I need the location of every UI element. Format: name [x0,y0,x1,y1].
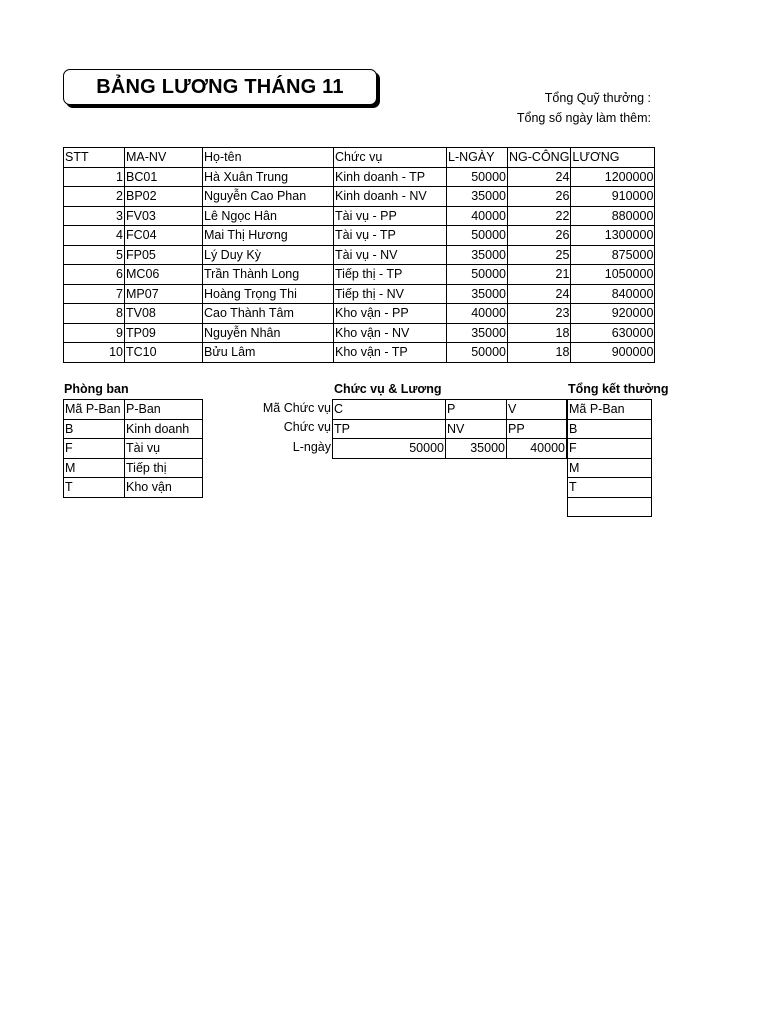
table-cell[interactable]: TC10 [125,343,203,363]
table-row [64,187,655,207]
table-row [64,458,203,478]
daily-wage-label: L-ngày [292,440,331,454]
table-cell[interactable]: Kho vận - PP [334,304,447,324]
table-cell[interactable]: 50000 [333,439,446,459]
payroll-header-cell[interactable]: Chức vụ [334,148,447,168]
table-cell[interactable]: 10 [64,343,125,363]
table-cell[interactable]: 920000 [571,304,655,324]
table-row [64,323,655,343]
table-cell[interactable]: Tài vụ - PP [334,206,447,226]
table-row [64,439,203,459]
table-cell[interactable]: Cao Thành Tâm [203,304,334,324]
table-cell[interactable]: Hà Xuân Trung [203,167,334,187]
table-cell[interactable]: 840000 [571,284,655,304]
position-name-label: Chức vụ [283,420,331,434]
table-cell[interactable]: 900000 [571,343,655,363]
payroll-header-cell[interactable]: NG-CÔNG [508,148,571,168]
table-cell[interactable]: Kho vận - NV [334,323,447,343]
table-cell[interactable]: Kinh doanh - TP [334,167,447,187]
table-cell[interactable] [568,497,652,517]
table-cell[interactable]: 26 [508,187,571,207]
table-cell[interactable]: 35000 [447,284,508,304]
table-cell[interactable]: FC04 [125,226,203,246]
table-cell[interactable]: TP09 [125,323,203,343]
sheet-title: BẢNG LƯƠNG THÁNG 11 [63,69,377,105]
table-cell[interactable]: Bửu Lâm [203,343,334,363]
table-cell[interactable]: Trần Thành Long [203,265,334,285]
table-cell[interactable]: 2 [64,187,125,207]
table-cell[interactable]: TV08 [125,304,203,324]
table-cell[interactable]: 7 [64,284,125,304]
table-cell[interactable]: F [64,439,125,459]
bonus-fund-label: Tổng Quỹ thưởng : [544,91,651,105]
table-cell[interactable]: 910000 [571,187,655,207]
departments-header-cell[interactable]: Mã P-Ban [64,400,125,420]
table-row [64,167,655,187]
table-cell[interactable]: 5 [64,245,125,265]
table-cell[interactable]: Kho vận [125,478,203,498]
departments-table [63,399,203,498]
table-cell[interactable]: Hoàng Trọng Thi [203,284,334,304]
table-row [568,497,652,517]
table-row [64,478,203,498]
table-cell[interactable]: 9 [64,323,125,343]
table-cell[interactable]: 24 [508,284,571,304]
table-cell[interactable]: 1050000 [571,265,655,285]
table-cell[interactable]: 8 [64,304,125,324]
table-cell[interactable]: Kinh doanh - NV [334,187,447,207]
table-cell[interactable]: 4 [64,226,125,246]
table-cell[interactable]: Mai Thị Hương [203,226,334,246]
table-cell[interactable]: 35000 [447,245,508,265]
table-cell[interactable]: 40000 [447,206,508,226]
payroll-header-cell[interactable]: STT [64,148,125,168]
positions-table [332,399,567,459]
payroll-header-cell[interactable]: MA-NV [125,148,203,168]
table-cell[interactable]: 18 [508,323,571,343]
table-cell[interactable]: Tiếp thị [125,458,203,478]
table-cell[interactable]: 22 [508,206,571,226]
table-row [568,478,652,498]
payroll-header-cell[interactable]: L-NGÀY [447,148,508,168]
table-cell[interactable]: T [64,478,125,498]
table-cell[interactable]: P [446,400,507,420]
table-cell[interactable]: 1300000 [571,226,655,246]
table-cell[interactable]: TP [333,419,446,439]
overtime-days-label: Tổng số ngày làm thêm: [516,111,651,125]
table-cell[interactable]: Tiếp thị - NV [334,284,447,304]
table-cell[interactable]: 50000 [447,226,508,246]
table-cell[interactable]: 630000 [571,323,655,343]
table-cell[interactable]: MC06 [125,265,203,285]
table-row [64,245,655,265]
table-cell[interactable]: MP07 [125,284,203,304]
table-cell[interactable]: 6 [64,265,125,285]
table-cell[interactable]: 18 [508,343,571,363]
table-row [568,439,652,459]
daily-wage-row [333,439,567,459]
table-cell[interactable]: 35000 [447,323,508,343]
table-cell[interactable]: 50000 [447,265,508,285]
table-cell[interactable]: Lý Duy Kỳ [203,245,334,265]
table-cell[interactable]: 50000 [447,167,508,187]
table-cell[interactable]: Kho vận - TP [334,343,447,363]
payroll-header-row [64,148,655,168]
table-cell[interactable]: 1 [64,167,125,187]
payroll-header-cell[interactable]: Họ-tên [203,148,334,168]
table-cell[interactable]: Tiếp thị - TP [334,265,447,285]
bonus-summary-header-cell[interactable]: Mã P-Ban [568,400,652,420]
table-row [64,304,655,324]
table-cell[interactable]: NV [446,419,507,439]
bonus-summary-header-row [568,400,652,420]
table-cell[interactable]: 880000 [571,206,655,226]
table-cell[interactable]: 24 [508,167,571,187]
table-cell[interactable]: M [64,458,125,478]
table-cell[interactable]: Lê Ngọc Hân [203,206,334,226]
table-cell[interactable]: Kinh doanh [125,419,203,439]
table-cell[interactable]: 875000 [571,245,655,265]
table-cell[interactable]: FV03 [125,206,203,226]
table-cell[interactable]: BC01 [125,167,203,187]
table-cell[interactable]: T [568,478,652,498]
payroll-table [63,147,655,363]
table-cell[interactable]: BP02 [125,187,203,207]
bonus-summary-label: Tổng kết thưởng [568,382,669,396]
table-cell[interactable]: C [333,400,446,420]
table-cell[interactable]: 21 [508,265,571,285]
table-cell[interactable]: 35000 [447,187,508,207]
payroll-header-cell[interactable]: LƯƠNG [571,148,655,168]
table-cell[interactable]: F [568,439,652,459]
table-cell[interactable]: Tài vụ [125,439,203,459]
departments-label: Phòng ban [64,382,129,396]
position-name-row [333,419,567,439]
table-cell[interactable]: 35000 [446,439,507,459]
bonus-summary-table [567,399,652,517]
table-cell[interactable]: Tài vụ - TP [334,226,447,246]
table-row [64,206,655,226]
table-cell[interactable]: B [568,419,652,439]
position-code-row [333,400,567,420]
table-cell[interactable]: 26 [508,226,571,246]
table-cell[interactable]: 1200000 [571,167,655,187]
table-cell[interactable]: Nguyễn Nhân [203,323,334,343]
table-cell[interactable]: Nguyễn Cao Phan [203,187,334,207]
table-row [64,226,655,246]
table-cell[interactable]: PP [507,419,567,439]
positions-label: Chức vụ & Lương [334,382,442,396]
table-row [64,419,203,439]
departments-header-cell[interactable]: P-Ban [125,400,203,420]
departments-header-row [64,400,203,420]
table-row [64,343,655,363]
table-cell[interactable]: 40000 [447,304,508,324]
table-cell[interactable]: M [568,458,652,478]
table-cell[interactable]: 23 [508,304,571,324]
table-cell[interactable]: 25 [508,245,571,265]
table-cell[interactable]: FP05 [125,245,203,265]
table-row [568,458,652,478]
table-row [64,265,655,285]
position-code-label: Mã Chức vụ [262,401,331,415]
table-row [568,419,652,439]
table-row [64,284,655,304]
table-cell[interactable]: 50000 [447,343,508,363]
table-cell[interactable]: 40000 [507,439,567,459]
table-cell[interactable]: Tài vụ - NV [334,245,447,265]
table-cell[interactable]: 3 [64,206,125,226]
table-cell[interactable]: V [507,400,567,420]
table-cell[interactable]: B [64,419,125,439]
